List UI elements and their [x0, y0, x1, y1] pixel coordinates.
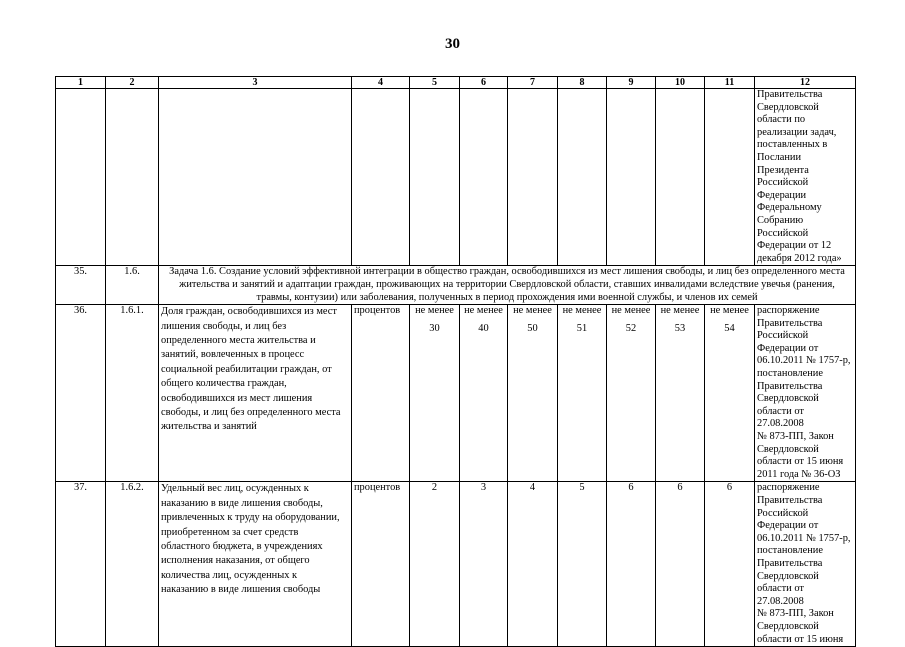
indicators-table	[55, 76, 856, 647]
value-number: 30	[429, 322, 440, 334]
header-cell: 11	[705, 77, 755, 89]
value-number: 51	[576, 322, 588, 334]
cell-empty	[159, 89, 352, 266]
cell-empty	[656, 89, 705, 266]
target-value: 3	[460, 482, 508, 647]
header-cell: 3	[159, 77, 352, 89]
header-cell: 10	[656, 77, 705, 89]
target-value	[410, 305, 460, 482]
target-value	[508, 305, 558, 482]
target-value: 2	[410, 482, 460, 647]
target-value: 5	[558, 482, 607, 647]
task-title: Задача 1.6. Создание условий эффективной интеграции в общество граждан, освободившихся из мест лишения свободы, и лиц без определенного места жительства и занятий и адаптации граждан, проживающих на территории Свердловской области, ставших инвалидами вследствие увечья (ранения, травмы, контузии) или заболевания, полученных в период прохождения ими военной службы, и членов их семей	[159, 266, 856, 305]
legal-source: Правительства Свердловской области по реализации задач, поставленных в Послании Президента Российской Федерации Федеральному Собранию Российской Федерации от 12 декабря 2012 года»	[755, 89, 856, 266]
target-value: 6	[607, 482, 656, 647]
cell-empty	[352, 89, 410, 266]
cell-empty	[558, 89, 607, 266]
header-cell: 6	[460, 77, 508, 89]
value-prefix: не менее	[415, 305, 454, 317]
cell-empty	[705, 89, 755, 266]
page-number: 30	[445, 36, 460, 52]
indicator-name: Удельный вес лиц, осужденных к наказанию в виде лишения свободы, привлеченных к труду на оборудовании, приобретенном за счет средств областного бюджета, в учреждениях исполнения наказания, от общего количества лиц, осужденных к наказанию в виде лишения свободы	[159, 482, 352, 647]
value-number: 53	[674, 322, 686, 334]
legal-source: распоряжение Правительства Российской Федерации от 06.10.2011 № 1757-р, постановление Правительства Свердловской области от 27.08.2008 № 873-ПП, Закон Свердловской области от 15 июня	[755, 482, 856, 647]
unit: процентов	[352, 482, 410, 647]
value-prefix: не менее	[464, 305, 503, 317]
target-value	[705, 305, 755, 482]
value-prefix: не менее	[660, 305, 700, 317]
target-value: 6	[705, 482, 755, 647]
task-row	[56, 266, 856, 305]
value-prefix: не менее	[513, 305, 552, 317]
header-cell: 7	[508, 77, 558, 89]
target-value	[656, 305, 705, 482]
row-code: 1.6.	[106, 266, 159, 305]
value-number: 54	[724, 322, 735, 334]
value-number: 52	[625, 322, 637, 334]
header-cell: 4	[352, 77, 410, 89]
cell-empty	[410, 89, 460, 266]
table-row	[56, 482, 856, 647]
value-number: 50	[527, 322, 538, 334]
header-cell: 9	[607, 77, 656, 89]
cell-empty	[508, 89, 558, 266]
table-row	[56, 305, 856, 482]
unit: процентов	[352, 305, 410, 482]
target-value	[558, 305, 607, 482]
cell-empty	[607, 89, 656, 266]
header-cell: 5	[410, 77, 460, 89]
row-number: 37.	[56, 482, 106, 647]
header-cell: 12	[755, 77, 856, 89]
row-code: 1.6.2.	[106, 482, 159, 647]
cell-empty	[106, 89, 159, 266]
target-value	[460, 305, 508, 482]
value-prefix: не менее	[562, 305, 602, 317]
value-number: 40	[478, 322, 489, 334]
row-number: 36.	[56, 305, 106, 482]
target-value: 4	[508, 482, 558, 647]
header-row	[56, 77, 856, 89]
target-value: 6	[656, 482, 705, 647]
header-cell: 2	[106, 77, 159, 89]
row-code: 1.6.1.	[106, 305, 159, 482]
value-prefix: не менее	[710, 305, 749, 317]
legal-source: распоряжение Правительства Российской Федерации от 06.10.2011 № 1757-р, постановление Правительства Свердловской области от 27.08.2008 № 873-ПП, Закон Свердловской области от 15 июня 2011 года № 36-ОЗ	[755, 305, 856, 482]
row-number: 35.	[56, 266, 106, 305]
header-cell: 8	[558, 77, 607, 89]
header-cell: 1	[56, 77, 106, 89]
value-prefix: не менее	[611, 305, 651, 317]
cell-empty	[56, 89, 106, 266]
target-value	[607, 305, 656, 482]
cell-empty	[460, 89, 508, 266]
indicator-name: Доля граждан, освободившихся из мест лишения свободы, и лиц без определенного места жительства и занятий, вовлеченных в процесс социальной реабилитации граждан, от общего количества граждан, освободившихся из мест лишения свободы, и лиц без определенного места жительства и занятий	[159, 305, 352, 482]
continuation-row	[56, 89, 856, 266]
